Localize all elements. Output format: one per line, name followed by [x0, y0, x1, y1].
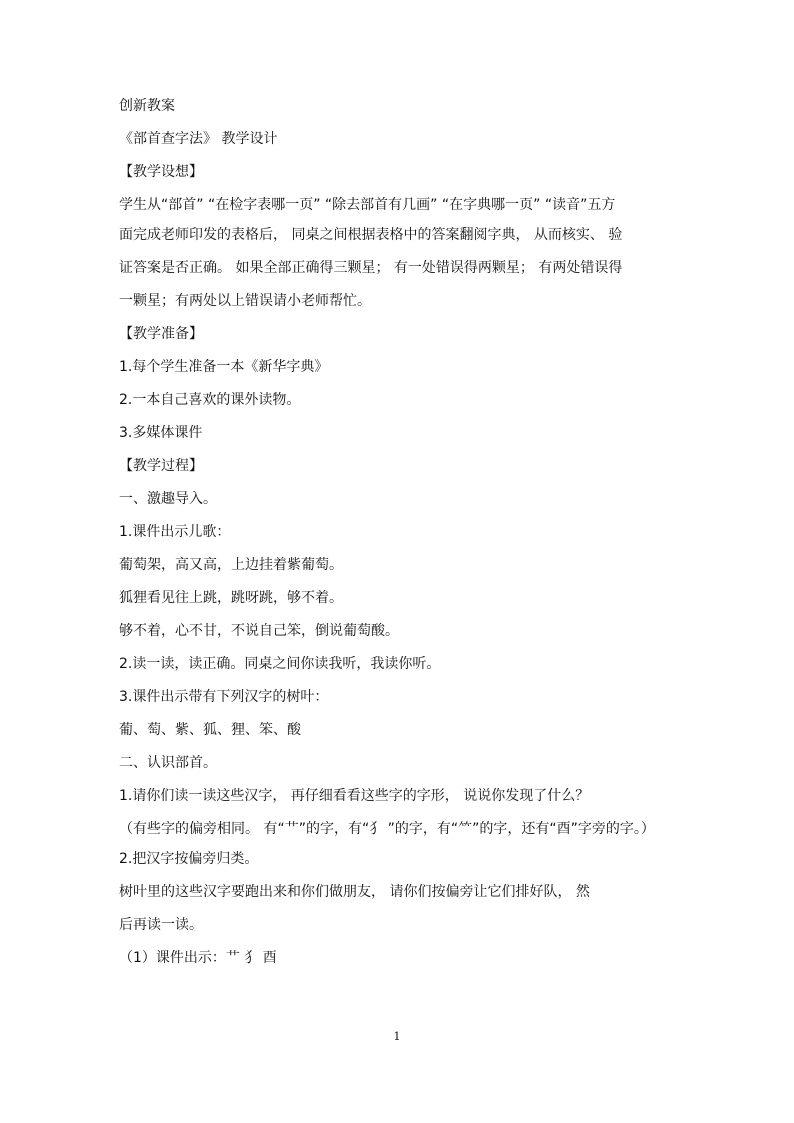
- section-heading-teaching-idea: 【教学设想】: [119, 164, 203, 180]
- paragraph-line: 学生从“部首” “在检字表哪一页” “除去部首有几画” “在字典哪一页” “读音”五方: [119, 197, 616, 213]
- paragraph-line: （有些字的偏旁相同。 有“艹”的字，有“犭 ”的字，有“⺮”的字，还有“酉”字旁的字。）: [119, 821, 655, 837]
- list-item: 3.多媒体课件: [119, 425, 203, 441]
- section-heading-process: 【教学过程】: [119, 458, 203, 474]
- list-item: 2.把汉字按偏旁归类。: [119, 851, 259, 867]
- list-item: 1.每个学生准备一本《新华字典》: [119, 359, 329, 375]
- subsection-heading: 二、认识部首。: [119, 755, 217, 771]
- character-list: 葡、萄、紫、狐、狸、笨、酸: [119, 722, 301, 738]
- document-body: [119, 96, 679, 981]
- list-item: 3.课件出示带有下列汉字的树叶：: [119, 689, 329, 705]
- list-item: （1）课件出示：艹 犭 酉: [119, 950, 277, 966]
- paragraph-line: 面完成老师印发的表格后， 同桌之间根据表格中的答案翻阅字典， 从而核实、 验: [119, 227, 623, 243]
- list-item: 2.读一读，读正确。同桌之间你读我听，我读你听。: [119, 656, 441, 672]
- doc-title: 《部首查字法》 教学设计: [119, 131, 278, 147]
- list-item: 1.请你们读一读这些汉字， 再仔细看看这些字的字形， 说说你发现了什么？: [119, 788, 590, 804]
- paragraph-line: 树叶里的这些汉字要跑出来和你们做朋友， 请你们按偏旁让它们排好队， 然: [119, 884, 590, 900]
- page-number: 1: [393, 1030, 401, 1043]
- paragraph-line: 后再读一读。: [119, 917, 203, 933]
- poem-line: 够不着，心不甘，不说自己笨，倒说葡萄酸。: [119, 623, 399, 639]
- doc-label: 创新教案: [119, 98, 175, 114]
- poem-line: 狐狸看见往上跳，跳呀跳，够不着。: [119, 590, 343, 606]
- paragraph-line: 证答案是否正确。 如果全部正确得三颗星； 有一处错误得两颗星； 有两处错误得: [119, 260, 623, 276]
- list-item: 2.一本自己喜欢的课外读物。: [119, 392, 301, 408]
- poem-line: 葡萄架，高又高，上边挂着紫葡萄。: [119, 557, 343, 573]
- paragraph-line: 一颗星；有两处以上错误请小老师帮忙。: [119, 293, 371, 309]
- subsection-heading: 一、激趣导入。: [119, 491, 217, 507]
- list-item: 1.课件出示儿歌：: [119, 524, 231, 540]
- section-heading-preparation: 【教学准备】: [119, 326, 203, 342]
